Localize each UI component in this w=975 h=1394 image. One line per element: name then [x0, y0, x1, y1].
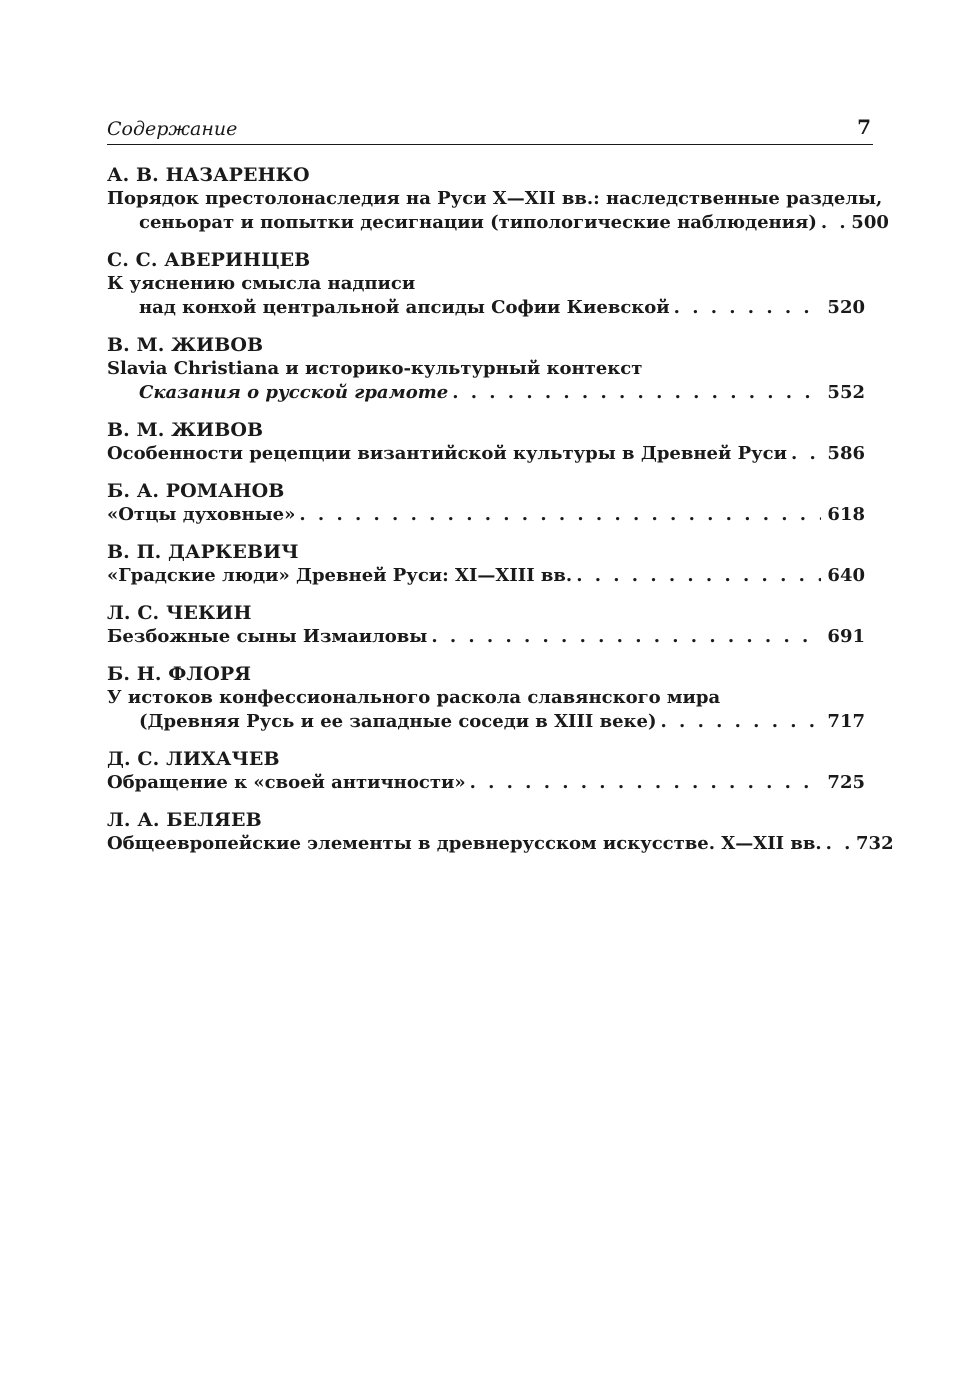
entry-page-number: 725 — [827, 772, 865, 793]
toc-entry — [107, 601, 865, 649]
entry-title-line-with-page — [107, 211, 889, 235]
entry-author: С. С. АВЕРИНЦЕВ — [107, 249, 311, 271]
entry-author: Д. С. ЛИХАЧЕВ — [107, 748, 280, 770]
toc-entry — [107, 662, 865, 734]
entry-title-text: Сказания о русской грамоте — [139, 382, 449, 403]
table-of-contents — [107, 163, 894, 869]
dot-leader — [817, 211, 845, 235]
entry-title-text: сеньорат и попытки десигнации (типологические наблюдения) — [139, 212, 817, 233]
entry-title-text: Порядок престолонаследия на Руси X—XII вв.: наследственные разделы, — [107, 188, 883, 209]
toc-entry — [107, 479, 865, 527]
dot-leader — [295, 503, 821, 527]
dot-leader — [787, 442, 821, 466]
entry-title-text: «Градские люди» Древней Руси: XI—XIII вв. — [107, 565, 573, 586]
entry-title-line-with-page — [107, 771, 865, 795]
entry-author: В. М. ЖИВОВ — [107, 334, 264, 356]
entry-page-number: 732 — [856, 833, 894, 854]
entry-title-text: «Отцы духовные» — [107, 504, 296, 525]
entry-title-text: Slavia Christiana и историко-культурный контекст — [107, 358, 643, 379]
entry-title-line — [107, 272, 865, 296]
dot-leader — [670, 296, 821, 320]
entry-title-line-with-page — [107, 832, 894, 856]
entry-title-text: Безбожные сыны Измаиловы — [107, 626, 428, 647]
entry-title-line-with-page — [107, 503, 865, 527]
entry-page-number: 618 — [827, 504, 865, 525]
entry-page-number: 691 — [827, 626, 865, 647]
entry-author: В. П. ДАРКЕВИЧ — [107, 541, 299, 563]
toc-entry — [107, 808, 894, 856]
entry-title-text: К уяснению смысла надписи — [107, 273, 416, 294]
entry-title-line-with-page — [107, 442, 865, 466]
entry-page-number: 717 — [827, 711, 865, 732]
dot-leader — [572, 564, 821, 588]
entry-title-line-with-page — [107, 564, 865, 588]
entry-page-number: 500 — [851, 212, 889, 233]
entry-title-text: У истоков конфессионального раскола славянского мира — [107, 687, 721, 708]
toc-entry — [107, 540, 865, 588]
entry-title-text: Обращение к «своей античности» — [107, 772, 466, 793]
entry-title-text: (Древняя Русь и ее западные соседи в XIII веке) — [139, 711, 657, 732]
toc-entry — [107, 747, 865, 795]
dot-leader — [466, 771, 821, 795]
entry-title-line-with-page — [107, 710, 865, 734]
entry-page-number: 640 — [827, 565, 865, 586]
dot-leader — [448, 381, 821, 405]
entry-author: В. М. ЖИВОВ — [107, 419, 264, 441]
toc-entry — [107, 418, 865, 466]
dot-leader — [427, 625, 821, 649]
entry-page-number: 520 — [827, 297, 865, 318]
entry-title-line — [107, 686, 865, 710]
entry-title-line-with-page — [107, 625, 865, 649]
running-header — [107, 116, 873, 145]
entry-title-line-with-page — [107, 296, 865, 320]
toc-entry — [107, 163, 889, 235]
entry-title-line — [107, 357, 865, 381]
entry-author: Л. С. ЧЕКИН — [107, 602, 252, 624]
toc-entry — [107, 333, 865, 405]
entry-author: А. В. НАЗАРЕНКО — [107, 164, 310, 186]
entry-author: Б. Н. ФЛОРЯ — [107, 663, 252, 685]
entry-page-number: 552 — [827, 382, 865, 403]
toc-entry — [107, 248, 865, 320]
entry-title-text: над конхой центральной апсиды Софии Киевской — [139, 297, 670, 318]
page-number: 7 — [857, 115, 871, 139]
entry-author: Б. А. РОМАНОВ — [107, 480, 285, 502]
entry-title-line-with-page — [107, 381, 865, 405]
entry-title-line — [107, 187, 883, 211]
entry-title-text: Общеевропейские элементы в древнерусском искусстве. X—XII вв. — [107, 833, 822, 854]
entry-author: Л. А. БЕЛЯЕВ — [107, 809, 262, 831]
entry-page-number: 586 — [827, 443, 865, 464]
dot-leader — [822, 832, 850, 856]
header-title: Содержание — [107, 118, 238, 140]
entry-title-text: Особенности рецепции византийской культуры в Древней Руси — [107, 443, 787, 464]
dot-leader — [657, 710, 822, 734]
